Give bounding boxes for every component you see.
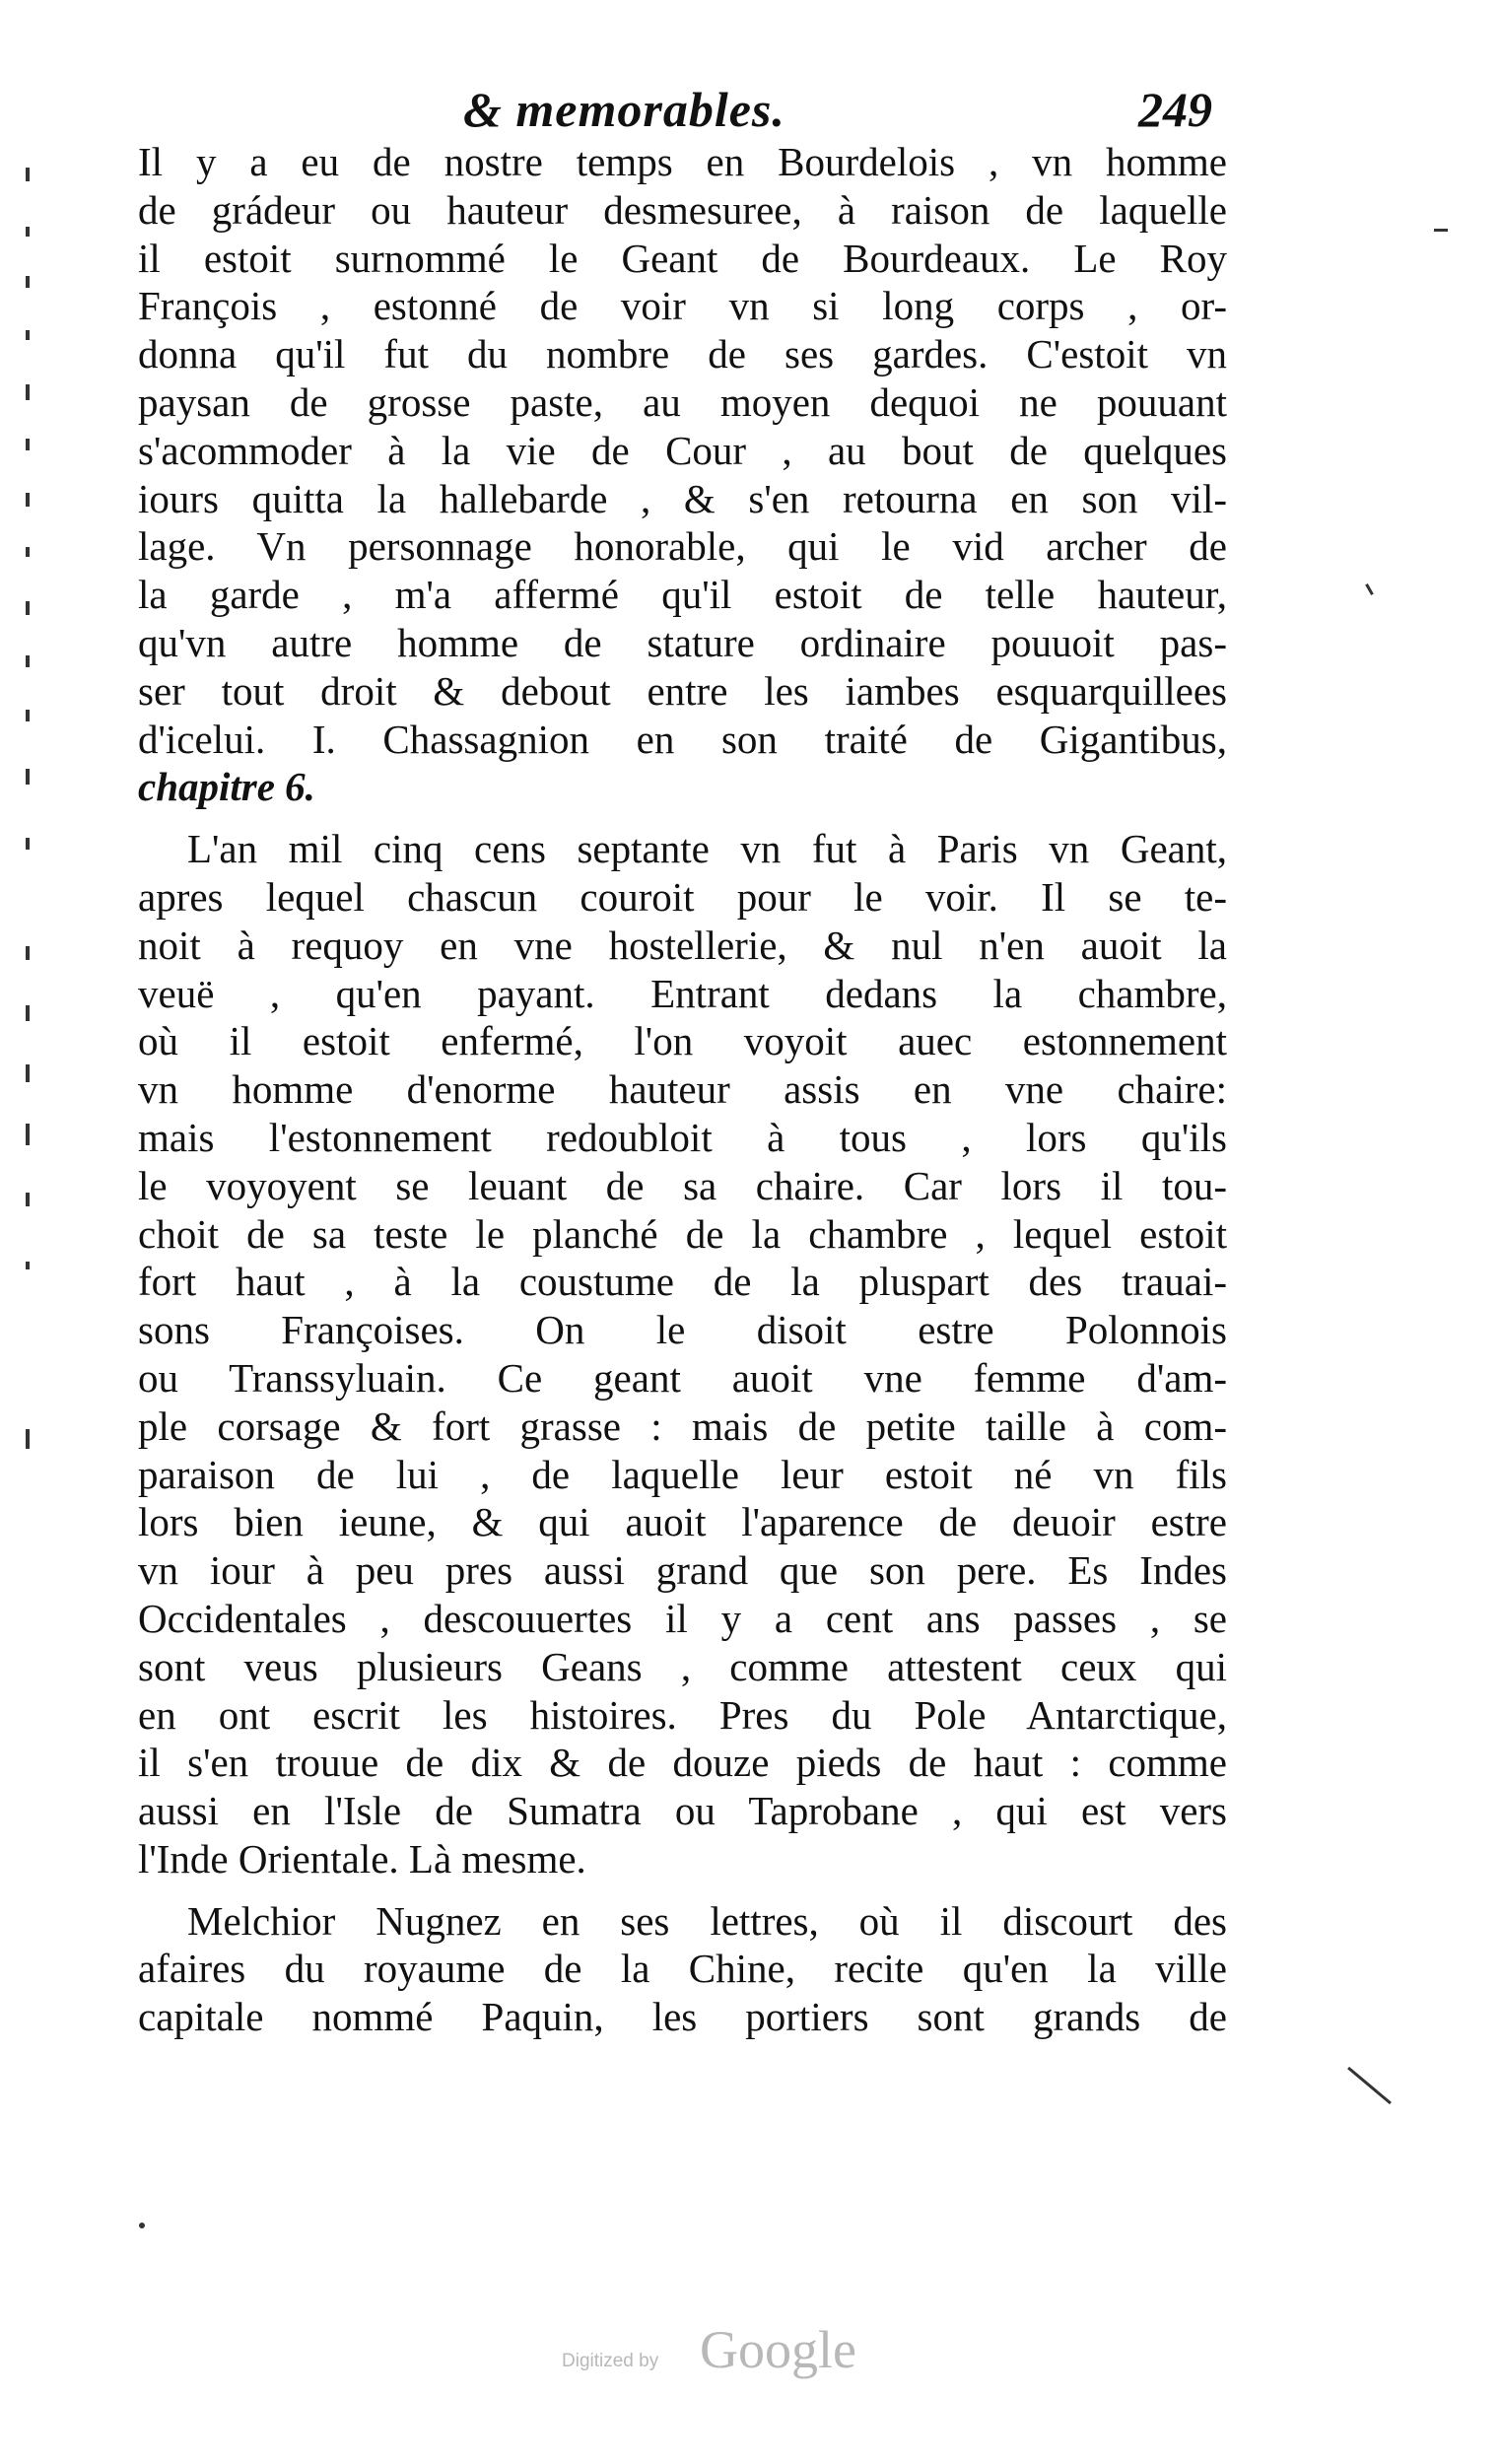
running-title: & memorables. — [463, 82, 785, 137]
text-line: le voyoyent se leuant de sa chaire. Car lors il tou- — [138, 1162, 1227, 1208]
text-line: capitale nommé Paquin, les portiers sont grands de — [138, 1994, 1227, 2040]
text-line: paysan de grosse paste, au moyen dequoi ne pouuant — [138, 378, 1227, 425]
digitized-watermark — [562, 2321, 917, 2380]
paragraph — [138, 825, 1227, 1883]
text-line: il s'en trouue de dix & de douze pieds de haut : comme — [138, 1740, 1227, 1786]
text-line: en ont escrit les histoires. Pres du Pole Antarctique, — [138, 1691, 1227, 1738]
text-line: sont veus plusieurs Geans , comme attestent ceux qui — [138, 1643, 1227, 1689]
page-number: 249 — [1138, 82, 1212, 137]
citation-line: chapitre 6. — [138, 764, 315, 810]
text-line: Il y a eu de nostre temps en Bourdelois , vn homme — [138, 139, 1227, 184]
text-line: François , estonné de voir vn si long corps , or- — [138, 283, 1227, 329]
text-line: s'acommoder à la vie de Cour , au bout de quelques — [138, 427, 1227, 473]
text-line: afaires du royaume de la Chine, recite qu'en la ville — [138, 1946, 1227, 1992]
text-line: L'an mil cinq cens septante vn fut à Paris vn Geant, — [187, 826, 1227, 872]
text-line: ple corsage & fort grasse : mais de petite taille à com- — [138, 1403, 1227, 1449]
text-line: noit à requoy en vne hostellerie, & nul n'en auoit la — [138, 922, 1227, 968]
text-line: vn homme d'enorme hauteur assis en vne chaire: — [138, 1066, 1227, 1113]
text-line: de grádeur ou hauteur desmesuree, à raison de laquelle — [138, 186, 1227, 233]
text-line: la garde , m'a affermé qu'il estoit de telle hauteur, — [138, 572, 1227, 618]
text-line: donna qu'il fut du nombre de ses gardes. C'estoit vn — [138, 331, 1227, 377]
text-line: Occidentales , descouuertes il y a cent ans passes , se — [138, 1595, 1227, 1641]
paragraph-gap — [138, 1883, 1227, 1897]
text-line: il estoit surnommé le Geant de Bourdeaux. Le Roy — [138, 235, 1227, 281]
stray-mark — [1434, 229, 1448, 232]
digitized-label: Digitized by — [562, 2351, 659, 2371]
text-line: vn iour à peu pres aussi grand que son pere. Es Indes — [138, 1547, 1227, 1594]
body-text — [138, 138, 1227, 2041]
text-line: sons Françoises. On le disoit estre Polonnois — [138, 1307, 1227, 1353]
paragraph — [138, 1897, 1227, 2041]
text-line: Melchior Nugnez en ses lettres, où il discourt des — [187, 1897, 1227, 1944]
text-line: mais l'estonnement redoubloit à tous , lors qu'ils — [138, 1114, 1227, 1160]
text-line: veuë , qu'en payant. Entrant dedans la chambre, — [138, 970, 1227, 1016]
google-logo: Google — [700, 2320, 856, 2379]
text-line: choit de sa teste le planché de la chambre , lequel estoit — [138, 1210, 1227, 1257]
text-line: où il estoit enfermé, l'on voyoit auec estonnement — [138, 1018, 1227, 1064]
text-line: ou Transsyluain. Ce geant auoit vne femme d'am- — [138, 1354, 1227, 1401]
paragraph — [138, 138, 1227, 811]
paragraph-gap — [138, 811, 1227, 825]
text-line: paraison de lui , de laquelle leur estoit né vn fils — [138, 1451, 1227, 1497]
stray-mark — [1365, 583, 1374, 595]
text-line: qu'vn autre homme de stature ordinaire pouuoit pas- — [138, 619, 1227, 665]
stray-mark — [1347, 2067, 1392, 2104]
text-line: fort haut , à la coustume de la pluspart des trauai- — [138, 1259, 1227, 1305]
text-line: iours quitta la hallebarde , & s'en retourna en son vil- — [138, 475, 1227, 521]
stray-mark — [139, 2223, 145, 2228]
text-line: ser tout droit & debout entre les iambes esquarquillees — [138, 667, 1227, 714]
gutter-marks — [18, 158, 37, 1439]
text-line: aussi en l'Isle de Sumatra ou Taprobane , qui est vers — [138, 1788, 1227, 1834]
text-line: lage. Vn personnage honorable, qui le vid archer de — [138, 523, 1227, 570]
text-line: lors bien ieune, & qui auoit l'aparence de deuoir estre — [138, 1499, 1227, 1545]
text-line: d'icelui. I. Chassagnion en son traité de Gigantibus, — [138, 716, 1227, 762]
text-line: l'Inde Orientale. Là mesme. — [138, 1835, 586, 1882]
text-line: apres lequel chascun couroit pour le voir. Il se te- — [138, 873, 1227, 920]
